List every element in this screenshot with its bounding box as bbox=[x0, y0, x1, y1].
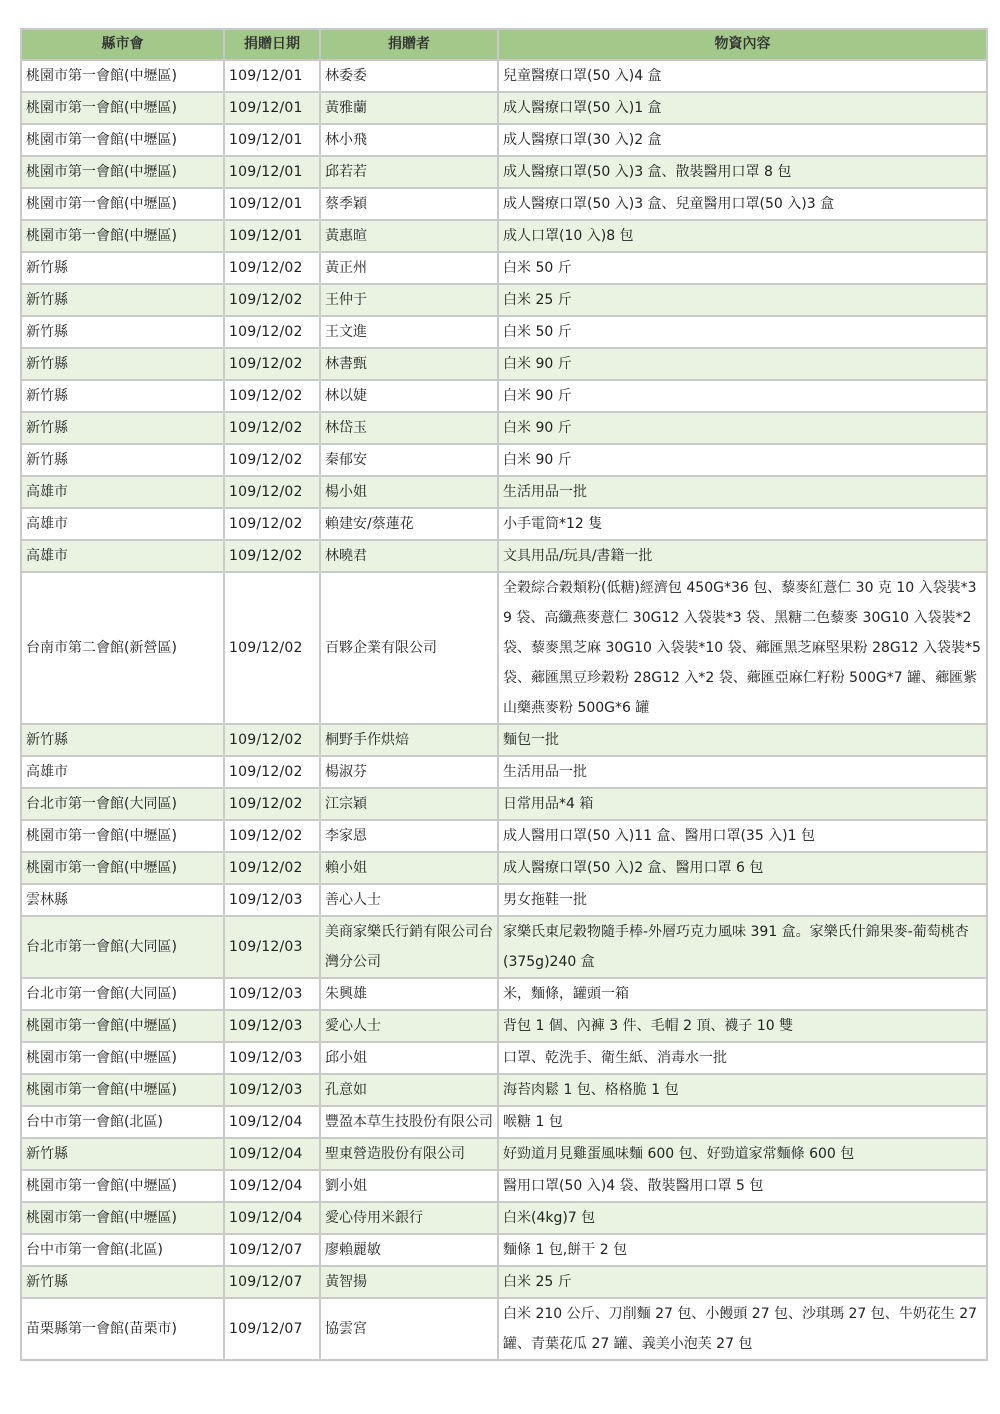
cell-county: 桃園市第一會館(中壢區) bbox=[21, 820, 224, 852]
cell-items: 成人醫療口罩(50 入)3 盒、兒童醫用口罩(50 入)3 盒 bbox=[498, 188, 987, 220]
cell-county: 高雄市 bbox=[21, 476, 224, 508]
cell-donor: 愛心侍用米銀行 bbox=[320, 1202, 498, 1234]
table-row bbox=[21, 1202, 987, 1234]
cell-items: 成人醫療口罩(50 入)3 盒、散裝醫用口罩 8 包 bbox=[498, 156, 987, 188]
cell-items: 白米 210 公斤、刀削麵 27 包、小饅頭 27 包、沙琪瑪 27 包、牛奶花生 27 罐、青葉花瓜 27 罐、義美小泡芙 27 包 bbox=[498, 1298, 987, 1360]
cell-county: 新竹縣 bbox=[21, 348, 224, 380]
cell-items: 白米 50 斤 bbox=[498, 316, 987, 348]
table-row bbox=[21, 60, 987, 92]
table-row bbox=[21, 1010, 987, 1042]
cell-county: 台中市第一會館(北區) bbox=[21, 1234, 224, 1266]
table-row bbox=[21, 1298, 987, 1360]
cell-county: 桃園市第一會館(中壢區) bbox=[21, 1074, 224, 1106]
cell-donor: 楊小姐 bbox=[320, 476, 498, 508]
cell-items: 白米 50 斤 bbox=[498, 252, 987, 284]
table-row bbox=[21, 978, 987, 1010]
cell-county: 桃園市第一會館(中壢區) bbox=[21, 156, 224, 188]
cell-date: 109/12/02 bbox=[224, 788, 320, 820]
cell-donor: 林委委 bbox=[320, 60, 498, 92]
header-donor: 捐贈者 bbox=[320, 29, 498, 60]
cell-county: 桃園市第一會館(中壢區) bbox=[21, 1042, 224, 1074]
cell-date: 109/12/01 bbox=[224, 60, 320, 92]
cell-donor: 林書甄 bbox=[320, 348, 498, 380]
table-row bbox=[21, 572, 987, 724]
cell-county: 台北市第一會館(大同區) bbox=[21, 788, 224, 820]
cell-county: 台中市第一會館(北區) bbox=[21, 1106, 224, 1138]
cell-county: 台北市第一會館(大同區) bbox=[21, 978, 224, 1010]
cell-donor: 邱小姐 bbox=[320, 1042, 498, 1074]
cell-items: 醫用口罩(50 入)4 袋、散裝醫用口罩 5 包 bbox=[498, 1170, 987, 1202]
cell-donor: 王仲于 bbox=[320, 284, 498, 316]
cell-county: 雲林縣 bbox=[21, 884, 224, 916]
cell-date: 109/12/02 bbox=[224, 252, 320, 284]
cell-date: 109/12/02 bbox=[224, 540, 320, 572]
cell-items: 白米 90 斤 bbox=[498, 380, 987, 412]
cell-date: 109/12/01 bbox=[224, 188, 320, 220]
cell-date: 109/12/03 bbox=[224, 1010, 320, 1042]
cell-county: 新竹縣 bbox=[21, 444, 224, 476]
cell-donor: 朱興雄 bbox=[320, 978, 498, 1010]
table-body bbox=[21, 60, 987, 1360]
cell-items: 白米(4kg)7 包 bbox=[498, 1202, 987, 1234]
cell-date: 109/12/02 bbox=[224, 476, 320, 508]
cell-items: 好勁道月見雞蛋風味麵 600 包、好勁道家常麵條 600 包 bbox=[498, 1138, 987, 1170]
cell-items: 白米 90 斤 bbox=[498, 412, 987, 444]
table-row bbox=[21, 444, 987, 476]
cell-items: 成人醫療口罩(30 入)2 盒 bbox=[498, 124, 987, 156]
header-items: 物資內容 bbox=[498, 29, 987, 60]
cell-donor: 聖東營造股份有限公司 bbox=[320, 1138, 498, 1170]
cell-donor: 黃雅蘭 bbox=[320, 92, 498, 124]
cell-items: 海苔肉鬆 1 包、格格脆 1 包 bbox=[498, 1074, 987, 1106]
cell-county: 台北市第一會館(大同區) bbox=[21, 916, 224, 978]
cell-date: 109/12/03 bbox=[224, 884, 320, 916]
cell-county: 新竹縣 bbox=[21, 316, 224, 348]
table-row bbox=[21, 284, 987, 316]
table-row bbox=[21, 124, 987, 156]
cell-county: 桃園市第一會館(中壢區) bbox=[21, 1170, 224, 1202]
cell-donor: 林以婕 bbox=[320, 380, 498, 412]
table-row bbox=[21, 316, 987, 348]
cell-county: 桃園市第一會館(中壢區) bbox=[21, 852, 224, 884]
table-header bbox=[21, 29, 987, 60]
table-row bbox=[21, 1266, 987, 1298]
cell-county: 高雄市 bbox=[21, 540, 224, 572]
cell-date: 109/12/02 bbox=[224, 724, 320, 756]
cell-items: 白米 90 斤 bbox=[498, 444, 987, 476]
cell-date: 109/12/04 bbox=[224, 1202, 320, 1234]
table-row bbox=[21, 92, 987, 124]
table-row bbox=[21, 1234, 987, 1266]
cell-items: 文具用品/玩具/書籍一批 bbox=[498, 540, 987, 572]
table-row bbox=[21, 884, 987, 916]
cell-date: 109/12/07 bbox=[224, 1234, 320, 1266]
cell-county: 桃園市第一會館(中壢區) bbox=[21, 1202, 224, 1234]
cell-county: 新竹縣 bbox=[21, 412, 224, 444]
cell-date: 109/12/01 bbox=[224, 92, 320, 124]
cell-items: 成人醫療口罩(50 入)1 盒 bbox=[498, 92, 987, 124]
cell-items: 白米 25 斤 bbox=[498, 1266, 987, 1298]
cell-county: 新竹縣 bbox=[21, 1266, 224, 1298]
cell-items: 麵條 1 包,餅干 2 包 bbox=[498, 1234, 987, 1266]
cell-donor: 孔意如 bbox=[320, 1074, 498, 1106]
cell-county: 新竹縣 bbox=[21, 380, 224, 412]
cell-date: 109/12/07 bbox=[224, 1298, 320, 1360]
cell-items: 生活用品一批 bbox=[498, 756, 987, 788]
cell-county: 桃園市第一會館(中壢區) bbox=[21, 1010, 224, 1042]
table-row bbox=[21, 916, 987, 978]
cell-county: 新竹縣 bbox=[21, 724, 224, 756]
header-date: 捐贈日期 bbox=[224, 29, 320, 60]
cell-date: 109/12/04 bbox=[224, 1106, 320, 1138]
table-row bbox=[21, 756, 987, 788]
cell-donor: 劉小姐 bbox=[320, 1170, 498, 1202]
table-row bbox=[21, 156, 987, 188]
cell-items: 小手電筒*12 隻 bbox=[498, 508, 987, 540]
cell-date: 109/12/02 bbox=[224, 284, 320, 316]
cell-county: 苗栗縣第一會館(苗栗市) bbox=[21, 1298, 224, 1360]
cell-date: 109/12/02 bbox=[224, 412, 320, 444]
cell-donor: 協雲宮 bbox=[320, 1298, 498, 1360]
cell-county: 桃園市第一會館(中壢區) bbox=[21, 60, 224, 92]
table-row bbox=[21, 476, 987, 508]
donation-table bbox=[20, 28, 988, 1361]
cell-items: 喉糖 1 包 bbox=[498, 1106, 987, 1138]
cell-items: 日常用品*4 箱 bbox=[498, 788, 987, 820]
cell-date: 109/12/04 bbox=[224, 1138, 320, 1170]
cell-items: 家樂氏東尼穀物隨手棒-外層巧克力風味 391 盒。家樂氏什錦果麥-葡萄桃杏(375g)240 盒 bbox=[498, 916, 987, 978]
cell-donor: 林岱玉 bbox=[320, 412, 498, 444]
cell-date: 109/12/01 bbox=[224, 156, 320, 188]
cell-donor: 廖賴麗敏 bbox=[320, 1234, 498, 1266]
cell-donor: 林小飛 bbox=[320, 124, 498, 156]
cell-items: 背包 1 個、內褲 3 件、毛帽 2 頂、襪子 10 雙 bbox=[498, 1010, 987, 1042]
cell-items: 口罩、乾洗手、衛生紙、消毒水一批 bbox=[498, 1042, 987, 1074]
cell-items: 全穀綜合穀類粉(低糖)經濟包 450G*36 包、藜麥紅薏仁 30 克 10 入袋裝*39 袋、高纖燕麥薏仁 30G12 入袋裝*3 袋、黑糖二色藜麥 30G10 入袋裝*2 袋、藜麥黑芝麻 30G10 入袋裝*10 袋、薌匯黑芝麻堅果粉 28G12 入袋裝*5 袋、薌匯黑豆珍穀粉 28G12 入*2 袋、薌匯亞麻仁籽粉 500G*7 罐、薌匯紫山藥燕麥粉 500G*6 罐 bbox=[498, 572, 987, 724]
table-row bbox=[21, 852, 987, 884]
cell-date: 109/12/02 bbox=[224, 852, 320, 884]
cell-donor: 王文進 bbox=[320, 316, 498, 348]
cell-date: 109/12/03 bbox=[224, 916, 320, 978]
cell-donor: 邱若若 bbox=[320, 156, 498, 188]
cell-donor: 楊淑芬 bbox=[320, 756, 498, 788]
table-row bbox=[21, 540, 987, 572]
cell-donor: 美商家樂氏行銷有限公司台灣分公司 bbox=[320, 916, 498, 978]
cell-items: 男女拖鞋一批 bbox=[498, 884, 987, 916]
table-row bbox=[21, 1042, 987, 1074]
cell-date: 109/12/02 bbox=[224, 508, 320, 540]
cell-donor: 黃惠暄 bbox=[320, 220, 498, 252]
cell-items: 白米 25 斤 bbox=[498, 284, 987, 316]
cell-county: 高雄市 bbox=[21, 508, 224, 540]
cell-items: 生活用品一批 bbox=[498, 476, 987, 508]
cell-date: 109/12/02 bbox=[224, 348, 320, 380]
cell-county: 新竹縣 bbox=[21, 1138, 224, 1170]
cell-items: 成人醫用口罩(50 入)11 盒、醫用口罩(35 入)1 包 bbox=[498, 820, 987, 852]
table-row bbox=[21, 348, 987, 380]
cell-donor: 豐盈本草生技股份有限公司 bbox=[320, 1106, 498, 1138]
cell-county: 新竹縣 bbox=[21, 284, 224, 316]
table-row bbox=[21, 380, 987, 412]
cell-donor: 百夥企業有限公司 bbox=[320, 572, 498, 724]
cell-donor: 江宗穎 bbox=[320, 788, 498, 820]
cell-items: 成人醫療口罩(50 入)2 盒、醫用口罩 6 包 bbox=[498, 852, 987, 884]
cell-date: 109/12/02 bbox=[224, 820, 320, 852]
cell-date: 109/12/03 bbox=[224, 1042, 320, 1074]
cell-county: 高雄市 bbox=[21, 756, 224, 788]
cell-items: 成人口罩(10 入)8 包 bbox=[498, 220, 987, 252]
cell-county: 桃園市第一會館(中壢區) bbox=[21, 220, 224, 252]
cell-donor: 黃智揚 bbox=[320, 1266, 498, 1298]
table-row bbox=[21, 820, 987, 852]
cell-date: 109/12/02 bbox=[224, 572, 320, 724]
cell-donor: 李家恩 bbox=[320, 820, 498, 852]
cell-date: 109/12/01 bbox=[224, 124, 320, 156]
cell-donor: 善心人士 bbox=[320, 884, 498, 916]
cell-date: 109/12/02 bbox=[224, 316, 320, 348]
cell-donor: 賴小姐 bbox=[320, 852, 498, 884]
cell-donor: 賴建安/蔡蓮花 bbox=[320, 508, 498, 540]
table-row bbox=[21, 412, 987, 444]
cell-items: 兒童醫療口罩(50 入)4 盒 bbox=[498, 60, 987, 92]
cell-date: 109/12/03 bbox=[224, 1074, 320, 1106]
cell-date: 109/12/01 bbox=[224, 220, 320, 252]
table-row bbox=[21, 220, 987, 252]
header-row bbox=[21, 29, 987, 60]
cell-donor: 桐野手作烘焙 bbox=[320, 724, 498, 756]
cell-date: 109/12/07 bbox=[224, 1266, 320, 1298]
cell-county: 桃園市第一會館(中壢區) bbox=[21, 124, 224, 156]
table-row bbox=[21, 1106, 987, 1138]
cell-county: 桃園市第一會館(中壢區) bbox=[21, 92, 224, 124]
table-row bbox=[21, 788, 987, 820]
cell-date: 109/12/02 bbox=[224, 380, 320, 412]
cell-items: 麵包一批 bbox=[498, 724, 987, 756]
table-row bbox=[21, 188, 987, 220]
cell-date: 109/12/03 bbox=[224, 978, 320, 1010]
cell-items: 白米 90 斤 bbox=[498, 348, 987, 380]
table-row bbox=[21, 1074, 987, 1106]
table-row bbox=[21, 1170, 987, 1202]
cell-date: 109/12/04 bbox=[224, 1170, 320, 1202]
cell-date: 109/12/02 bbox=[224, 444, 320, 476]
table-row bbox=[21, 724, 987, 756]
cell-items: 米，麵條，罐頭一箱 bbox=[498, 978, 987, 1010]
table-row bbox=[21, 252, 987, 284]
cell-county: 新竹縣 bbox=[21, 252, 224, 284]
cell-donor: 蔡季穎 bbox=[320, 188, 498, 220]
cell-county: 台南市第二會館(新營區) bbox=[21, 572, 224, 724]
table-row bbox=[21, 508, 987, 540]
cell-donor: 秦郁安 bbox=[320, 444, 498, 476]
table-row bbox=[21, 1138, 987, 1170]
cell-donor: 愛心人士 bbox=[320, 1010, 498, 1042]
cell-donor: 黃正州 bbox=[320, 252, 498, 284]
cell-county: 桃園市第一會館(中壢區) bbox=[21, 188, 224, 220]
cell-donor: 林曉君 bbox=[320, 540, 498, 572]
cell-date: 109/12/02 bbox=[224, 756, 320, 788]
header-county: 縣市會 bbox=[21, 29, 224, 60]
